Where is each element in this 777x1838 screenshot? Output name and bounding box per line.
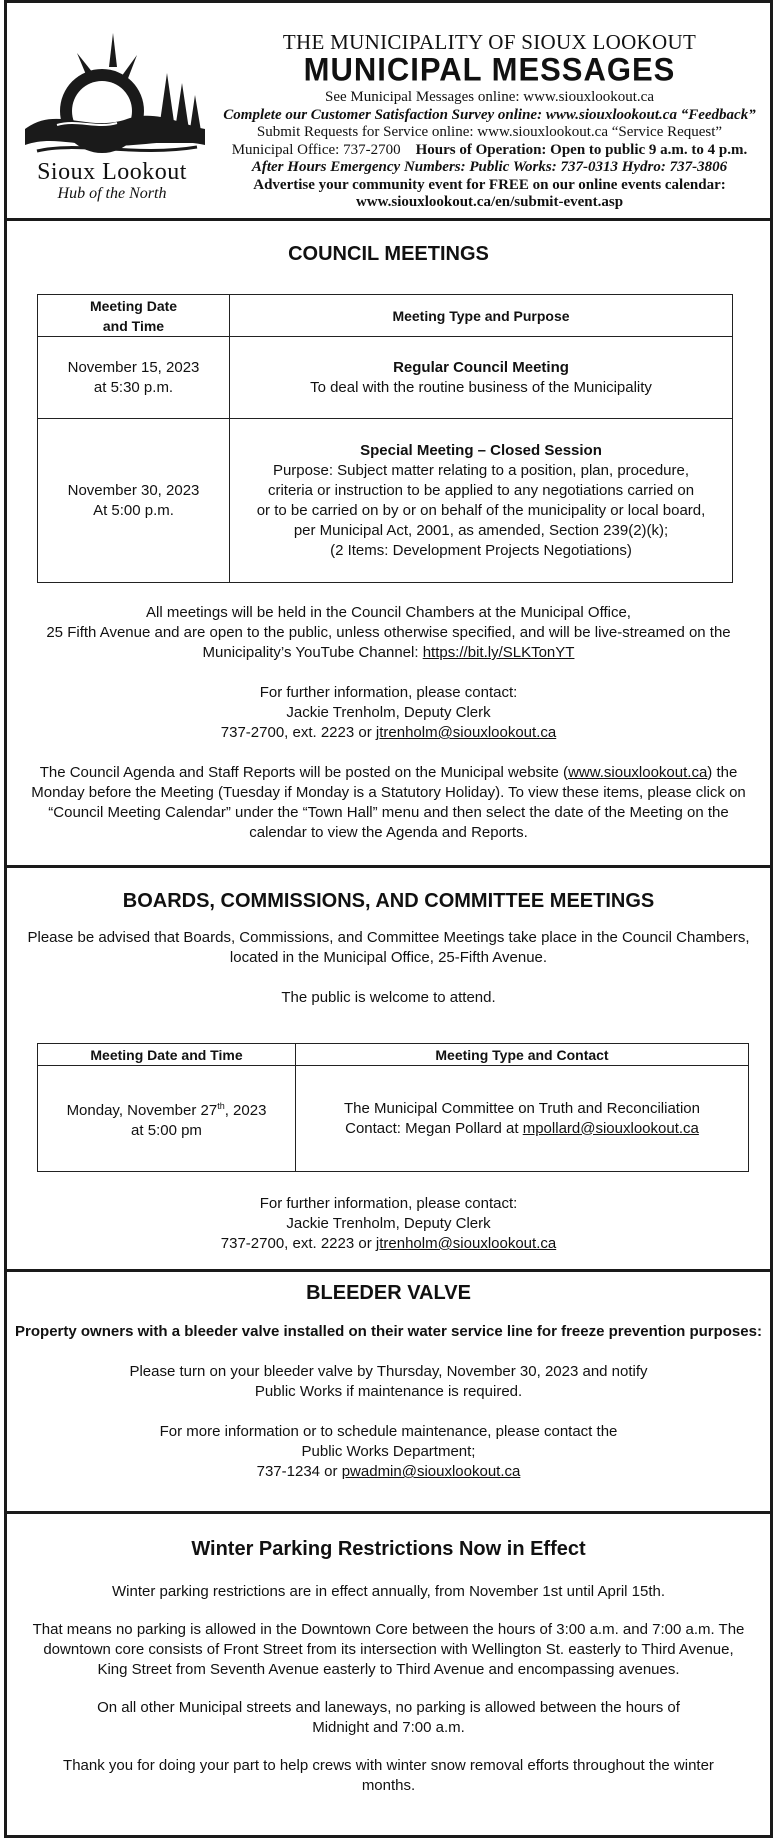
bleeder-info-1: For more information or to schedule maintenance, please contact the [159,1423,618,1440]
boards-title: BOARDS, COMMISSIONS, AND COMMITTEE MEETINGS [122,890,655,912]
agenda-line-2: Monday before the Meeting (Tuesday if Monday is a Statutory Holiday). To view these items, please click on [31,784,746,801]
meeting-date-cell: Monday, November 27th, 2023 at 5:00 pm [38,1066,296,1172]
requests-line: Submit Requests for Service online: www.siouxlookout.ca “Service Request” [256,124,723,140]
table-row [38,1066,749,1172]
bleeder-info-2: Public Works Department; [301,1443,476,1460]
chambers-line-2: 25 Fifth Avenue and are open to the public, unless otherwise specified, and will be live-streamed on the [46,624,731,641]
chambers-line-1: All meetings will be held in the Council Chambers at the Municipal Office, [146,604,631,621]
meeting-type-cell: The Municipal Committee on Truth and Reconciliation Contact: Megan Pollard at mpollard@siouxlookout.ca [296,1066,749,1172]
committee-email-link[interactable]: mpollard@siouxlookout.ca [522,1119,699,1137]
advertise-line: Advertise your community event for FREE on our online events calendar: [253,176,726,193]
contact-email-link[interactable]: jtrenholm@siouxlookout.ca [375,724,557,741]
agenda-line-3: “Council Meeting Calendar” under the “Town Hall” menu and then select the date of the Meeting on the [48,804,729,821]
table-row [38,337,733,419]
col-date-header: Meeting Date and Time [38,295,230,337]
table-row [38,419,733,583]
bleeder-lead: Property owners with a bleeder valve installed on their water service line for freeze prevention purposes: [15,1323,762,1340]
bleeder-contact: 737-1234 or pwadmin@siouxlookout.ca [256,1463,521,1480]
winter-p2-l1: That means no parking is allowed in the Downtown Core between the hours of 3:00 a.m. and 7:00 a.m. The [32,1621,745,1638]
council-meetings-section [7,221,770,868]
winter-p2-l3: King Street from Seventh Avenue easterly to Third Avenue and encompassing avenues. [97,1661,680,1678]
table-header-row [38,1044,749,1066]
municipal-messages-page [4,0,773,1838]
boards-section [7,868,770,1272]
website-link[interactable]: www.siouxlookout.ca [568,764,708,781]
logo-tagline: Hub of the North [57,185,167,202]
header-text [212,29,767,212]
contact-line: 737-2700, ext. 2223 or jtrenholm@siouxlookout.ca [220,724,557,741]
agenda-line-1: The Council Agenda and Staff Reports will be posted on the Municipal website (www.siouxlookout.ca) the [39,764,738,781]
emergency-line: After Hours Emergency Numbers: Public Works: 737-0313 Hydro: 737-3806 [251,159,728,175]
winter-p3-l1: On all other Municipal streets and laneways, no parking is allowed between the hours of [97,1699,680,1716]
meeting-date-cell: November 15, 2023 at 5:30 p.m. [38,337,230,419]
boards-meetings-table [37,1043,749,1172]
sioux-lookout-logo [17,33,207,208]
agenda-line-4: calendar to view the Agenda and Reports. [249,824,528,841]
contact-intro: For further information, please contact: [259,1195,518,1212]
contact-name: Jackie Trenholm, Deputy Clerk [286,1215,491,1232]
boards-intro-1: Please be advised that Boards, Commissions, and Committee Meetings take place in the Council Chambers, [27,929,750,946]
bleeder-notice-1: Please turn on your bleeder valve by Thursday, November 30, 2023 and notify [129,1363,648,1380]
council-meetings-table [37,294,733,583]
council-title: COUNCIL MEETINGS [288,243,489,265]
calendar-url[interactable]: www.siouxlookout.ca/en/submit-event.asp [355,194,624,210]
page-title: MUNICIPAL MESSAGES [303,51,676,88]
winter-p4-l1: Thank you for doing your part to help crews with winter snow removal efforts throughout the winter [63,1757,714,1774]
bleeder-valve-section [7,1272,770,1514]
chambers-line-3: Municipality’s YouTube Channel: https://bit.ly/SLKTonYT [202,644,575,661]
contact-line: 737-2700, ext. 2223 or jtrenholm@siouxlookout.ca [220,1235,557,1252]
col-type-header: Meeting Type and Purpose [230,295,733,337]
meeting-type-cell: Regular Council Meeting To deal with the routine business of the Municipality [230,337,733,419]
pwadmin-email-link[interactable]: pwadmin@siouxlookout.ca [341,1463,521,1480]
office-line [212,142,767,160]
youtube-link[interactable]: https://bit.ly/SLKTonYT [422,644,575,661]
winter-title: Winter Parking Restrictions Now in Effect [191,1538,586,1560]
meeting-date-cell: November 30, 2023 At 5:00 p.m. [38,419,230,583]
winter-p2-l2: downtown core consists of Front Street from its intersection with Wellington St. easterly to Third Avenue, [43,1641,734,1658]
winter-parking-section [7,1514,770,1835]
public-welcome: The public is welcome to attend. [281,989,496,1006]
online-line: See Municipal Messages online: www.siouxlookout.ca [325,89,654,105]
winter-p1: Winter parking restrictions are in effect annually, from November 1st until April 15th. [111,1583,666,1600]
survey-line: Complete our Customer Satisfaction Survey online: www.siouxlookout.ca “Feedback” [223,106,756,123]
col-type-header: Meeting Type and Contact [296,1044,749,1066]
boards-contact [7,1194,770,1254]
col-date-header: Meeting Date and Time [38,1044,296,1066]
council-notes [7,603,770,843]
contact-email-link[interactable]: jtrenholm@siouxlookout.ca [375,1235,557,1252]
logo-name: Sioux Lookout [37,159,187,185]
contact-name: Jackie Trenholm, Deputy Clerk [286,704,491,721]
sunrise-landscape-icon [17,33,207,163]
municipality-name: THE MUNICIPALITY OF SIOUX LOOKOUT [282,30,697,54]
bleeder-title: BLEEDER VALVE [306,1282,471,1304]
bleeder-notice-2: Public Works if maintenance is required. [254,1383,523,1400]
table-header-row [38,295,733,337]
winter-p3-l2: Midnight and 7:00 a.m. [312,1719,465,1736]
winter-p4-l2: months. [361,1777,416,1794]
boards-intro-2: located in the Municipal Office, 25-Fifth Avenue. [229,949,548,966]
office-phone: Municipal Office: 737-2700 [231,141,401,158]
office-hours: Hours of Operation: Open to public 9 a.m. to 4 p.m. [415,141,748,158]
meeting-type-cell: Special Meeting – Closed Session Purpose: Subject matter relating to a position, plan, procedure, criteria or instruction to be applied to any negotiations carried on or to be carried on by or on behalf of the municipality or local board, per Municipal Act, 2001, as amended, Section 239(2)(k); (2 Items: Development Projects Negotiations) [230,419,733,583]
header [7,3,770,221]
contact-intro: For further information, please contact: [259,684,518,701]
